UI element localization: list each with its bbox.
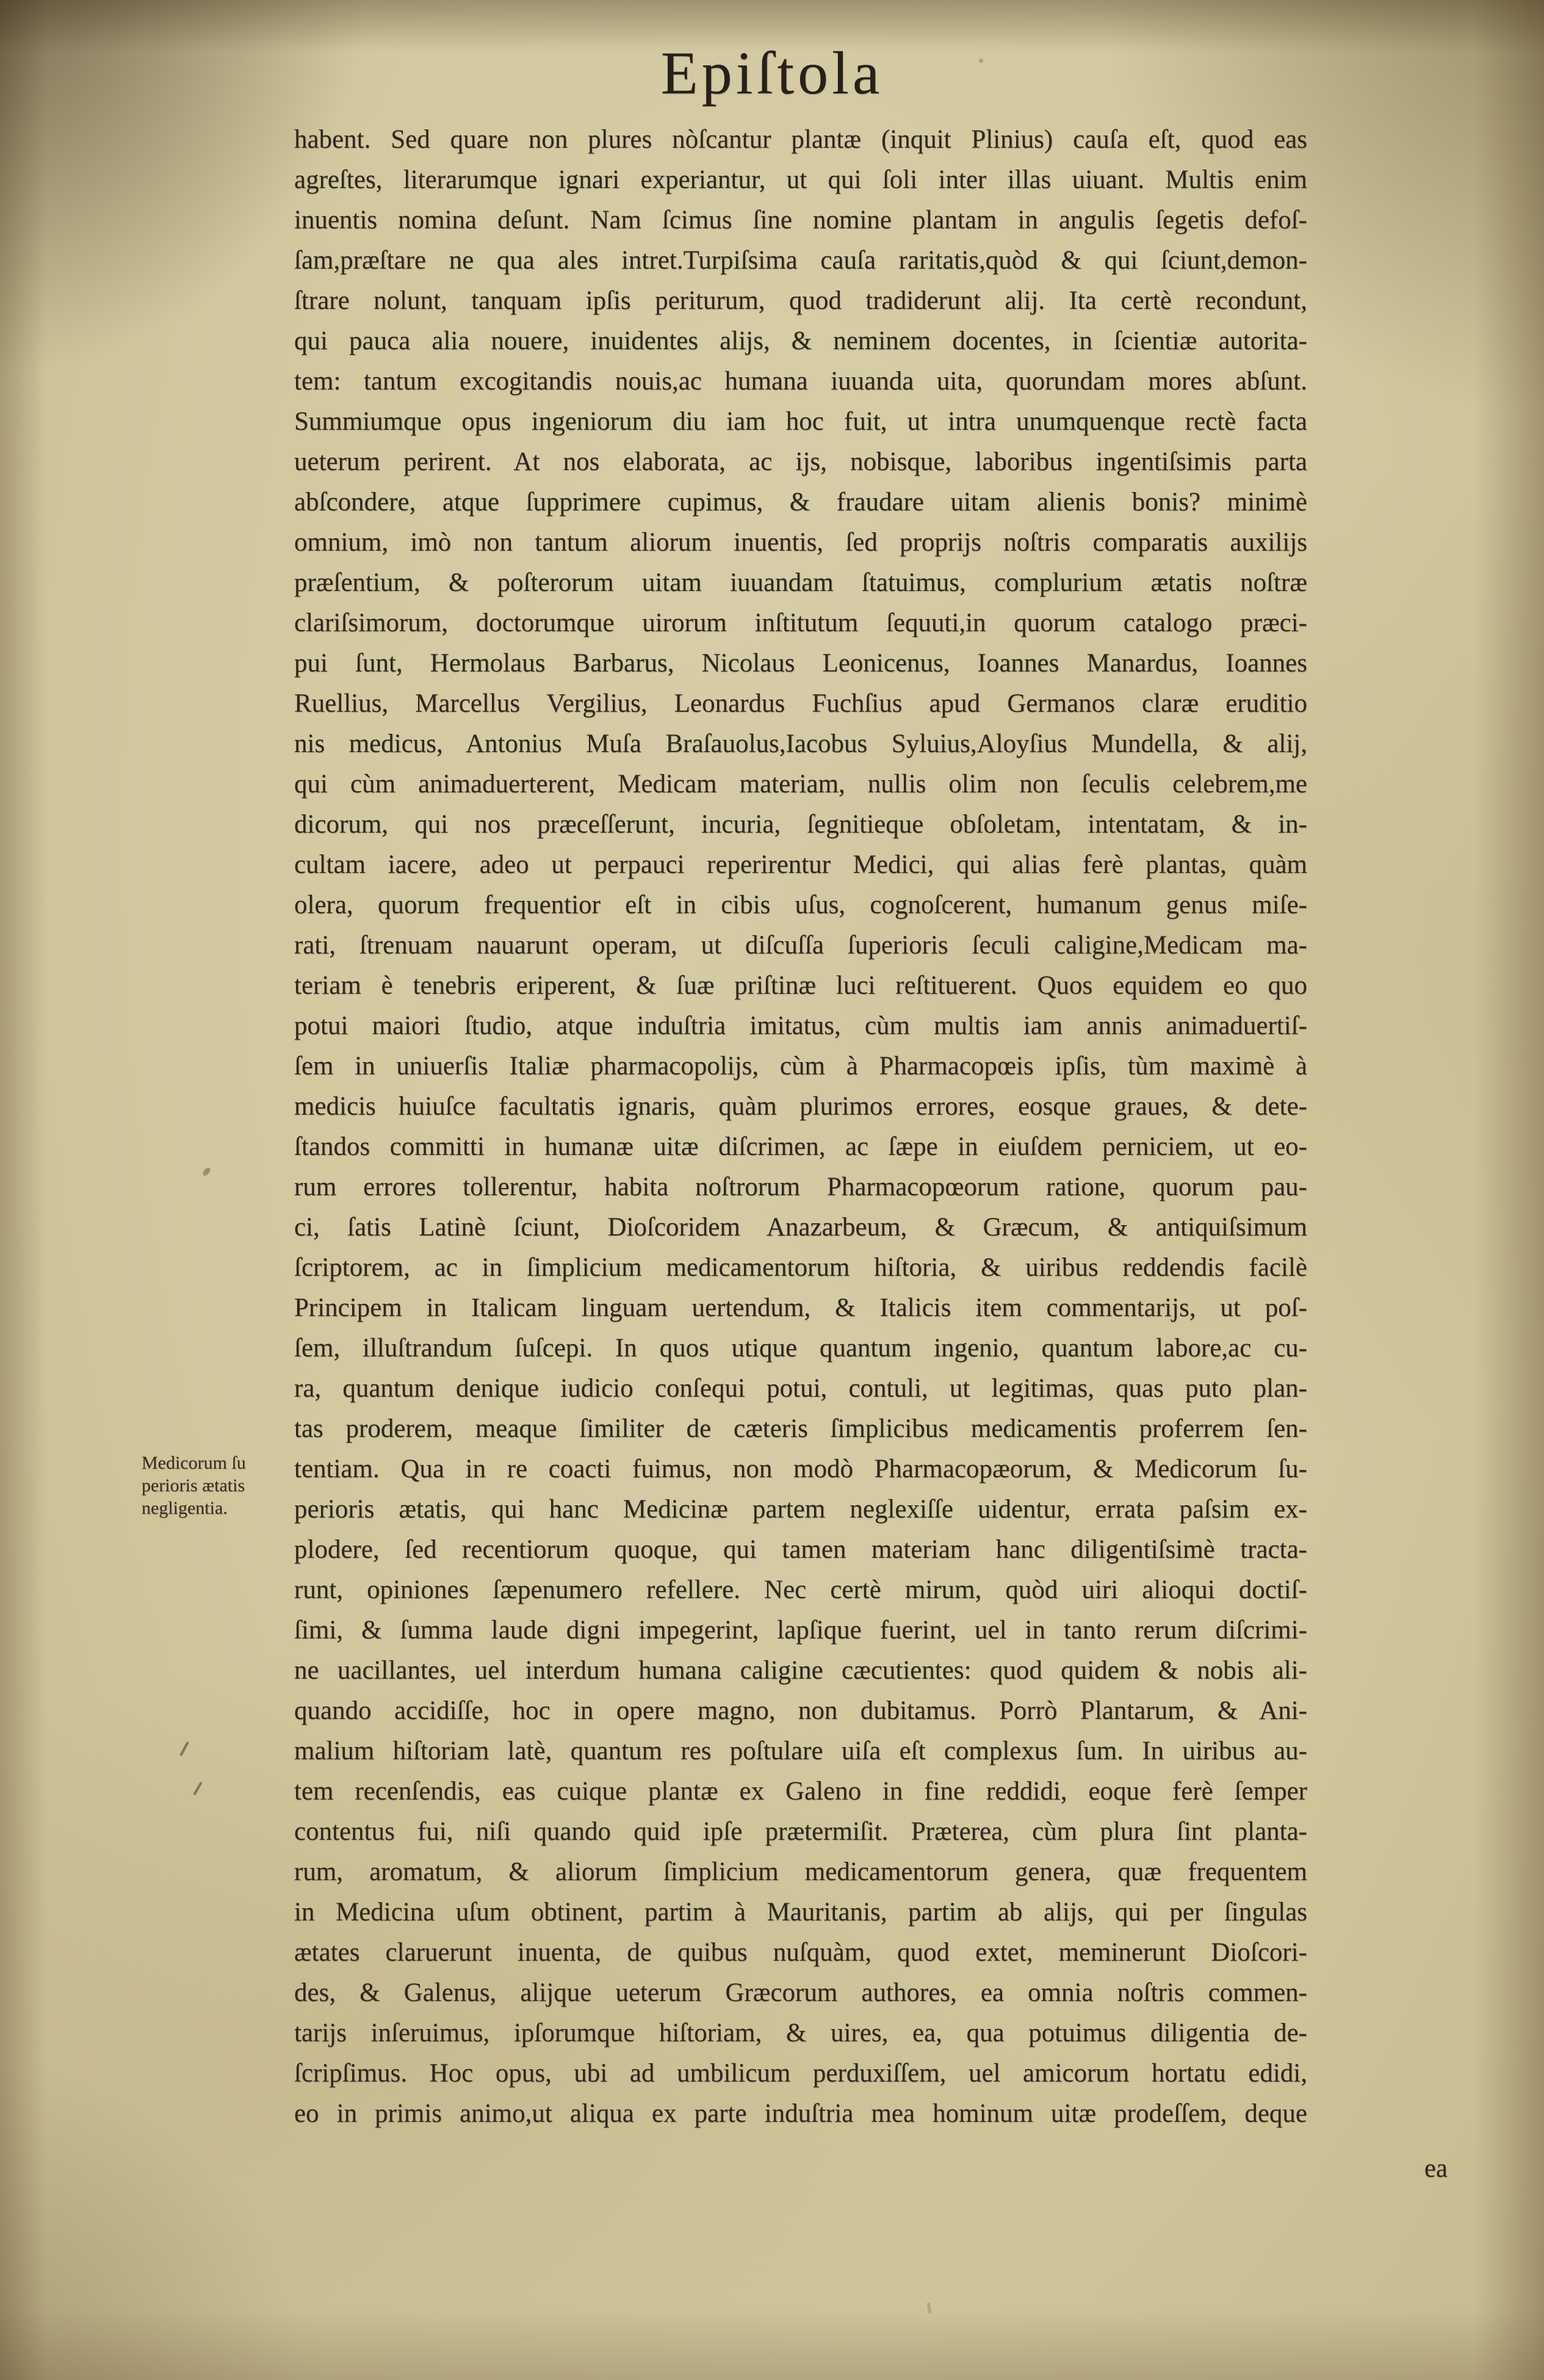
text-line: in Medicina uſum obtinent, partim à Mauritanis, partim ab alijs, qui per ſingulas bbox=[294, 1898, 1307, 1926]
text-line: ſcripſimus. Hoc opus, ubi ad umbilicum perduxiſſem, uel amicorum hortatu edidi, bbox=[294, 2059, 1307, 2088]
catchword: ea bbox=[1424, 2154, 1448, 2183]
text-line: habent. Sed quare non plures nòſcantur plantæ (inquit Plinius) cauſa eſt, quod eas bbox=[294, 125, 1307, 154]
margin-note-line: Medicorum ſu bbox=[142, 1453, 246, 1473]
text-line: rati, ſtrenuam nauarunt operam, ut diſcuſſa ſuperioris ſeculi caligine,Medicam ma- bbox=[294, 931, 1307, 960]
margin-note-line: negligentia. bbox=[142, 1498, 228, 1518]
page-title: Epiſtola bbox=[660, 39, 884, 107]
text-line: tem: tantum excogitandis nouis,ac humana iuuanda uita, quorundam mores abſunt. bbox=[294, 367, 1307, 396]
text-line: tas proderem, meaque ſimiliter de cæteris ſimplicibus medicamentis proferrem ſen- bbox=[294, 1414, 1307, 1443]
text-line: teriam è tenebris eriperent, & ſuæ priſtinæ luci reſtituerent. Quos equidem eo quo bbox=[294, 971, 1307, 1000]
text-line: olera, quorum frequentior eſt in cibis uſus, cognoſcerent, humanum genus miſe- bbox=[294, 891, 1307, 919]
text-line: ſtrare nolunt, tanquam ipſis periturum, quod tradiderunt alij. Ita certè recondunt, bbox=[294, 286, 1307, 315]
text-line: plodere, ſed recentiorum quoque, qui tamen materiam hanc diligentiſsimè tracta- bbox=[294, 1535, 1307, 1564]
ink-stain bbox=[193, 1782, 202, 1796]
text-line: des, & Galenus, alijque ueterum Græcorum authores, ea omnia noſtris commen- bbox=[294, 1978, 1307, 2007]
text-line: qui cùm animaduerterent, Medicam materiam, nullis olim non ſeculis celebrem,me bbox=[294, 770, 1307, 798]
text-line: nis medicus, Antonius Muſa Braſauolus,Iacobus Syluius,Aloyſius Mundella, & alij, bbox=[294, 729, 1307, 758]
text-line: Principem in Italicam linguam uertendum, & Italicis item commentarijs, ut poſ- bbox=[294, 1293, 1307, 1322]
text-line: abſcondere, atque ſupprimere cupimus, & fraudare uitam alienis bonis? minimè bbox=[294, 488, 1307, 516]
text-line: rum, aromatum, & aliorum ſimplicium medicamentorum genera, quæ frequentem bbox=[294, 1857, 1307, 1886]
text-line: Summiumque opus ingeniorum diu iam hoc fuit, ut intra unumquenque rectè facta bbox=[294, 407, 1307, 436]
text-line: malium hiſtoriam latè, quantum res poſtulare uiſa eſt complexus ſum. In uiribus au- bbox=[294, 1737, 1307, 1765]
text-line: qui pauca alia nouere, inuidentes alijs, & neminem docentes, in ſcientiæ autorita- bbox=[294, 327, 1307, 355]
ink-stain bbox=[179, 1742, 189, 1757]
ink-stain bbox=[927, 2302, 931, 2314]
text-line: quando accidiſſe, hoc in opere magno, non dubitamus. Porrò Plantarum, & Ani- bbox=[294, 1696, 1307, 1725]
text-line: tem recenſendis, eas cuique plantæ ex Galeno in fine reddidi, eoque ferè ſemper bbox=[294, 1777, 1307, 1806]
text-line: Ruellius, Marcellus Vergilius, Leonardus Fuchſius apud Germanos claræ eruditio bbox=[294, 689, 1307, 718]
text-line: ſem in uniuerſis Italiæ pharmacopolijs, cùm à Pharmacopœis ipſis, tùm maximè à bbox=[294, 1052, 1307, 1080]
text-line: cultam iacere, adeo ut perpauci reperirentur Medici, qui alias ferè plantas, quàm bbox=[294, 850, 1307, 879]
text-line: agreſtes, literarumque ignari experiantur, ut qui ſoli inter illas uiuant. Multis enim bbox=[294, 165, 1307, 194]
margin-note bbox=[142, 1452, 286, 1519]
text-line: ſtandos committi in humanæ uitæ diſcrimen, ac ſæpe in eiuſdem perniciem, ut eo- bbox=[294, 1132, 1307, 1161]
text-line: ueterum perirent. At nos elaborata, ac ijs, nobisque, laboribus ingentiſsimis parta bbox=[294, 447, 1307, 476]
text-line: dicorum, qui nos præceſſerunt, incuria, ſegnitieque obſoletam, intentatam, & in- bbox=[294, 810, 1307, 839]
text-line: potui maiori ſtudio, atque induſtria imitatus, cùm multis iam annis animaduertiſ- bbox=[294, 1011, 1307, 1040]
text-line: ne uacillantes, uel interdum humana caligine cæcutientes: quod quidem & nobis ali- bbox=[294, 1656, 1307, 1685]
text-line: medicis huiuſce facultatis ignaris, quàm plurimos errores, eosque graues, & dete- bbox=[294, 1092, 1307, 1121]
text-line: rum errores tollerentur, habita noſtrorum Pharmacopœorum ratione, quorum pau- bbox=[294, 1173, 1307, 1201]
text-line: ſem, illuſtrandum ſuſcepi. In quos utique quantum ingenio, quantum labore,ac cu- bbox=[294, 1334, 1307, 1362]
margin-note-line: perioris ætatis bbox=[142, 1475, 245, 1496]
ink-stain bbox=[201, 1166, 212, 1177]
text-line: ci, ſatis Latinè ſciunt, Dioſcoridem Anazarbeum, & Græcum, & antiquiſsimum bbox=[294, 1213, 1307, 1242]
text-line: tarijs inſeruimus, ipſorumque hiſtoriam, & uires, ea, qua potuimus diligentia de- bbox=[294, 2019, 1307, 2047]
text-line: clariſsimorum, doctorumque uirorum inſtitutum ſequuti,in quorum catalogo præci- bbox=[294, 609, 1307, 637]
text-line: tentiam. Qua in re coacti fuimus, non modò Pharmacopæorum, & Medicorum ſu- bbox=[294, 1455, 1307, 1483]
text-line: omnium, imò non tantum aliorum inuentis, ſed proprijs noſtris comparatis auxilijs bbox=[294, 528, 1307, 557]
text-line: eo in primis animo,ut aliqua ex parte induſtria mea hominum uitæ prodeſſem, deque bbox=[294, 2099, 1307, 2128]
text-line: ra, quantum denique iudicio conſequi potui, contuli, ut legitimas, quas puto plan- bbox=[294, 1374, 1307, 1403]
text-line: runt, opiniones ſæpenumero refellere. Nec certè mirum, quòd uiri alioqui doctiſ- bbox=[294, 1575, 1307, 1604]
text-line: ſam,præſtare ne qua ales intret.Turpiſsima cauſa raritatis,quòd & qui ſciunt,demon- bbox=[294, 246, 1307, 275]
text-line: ſimi, & ſumma laude digni impegerint, lapſique fuerint, uel in tanto rerum diſcrimi- bbox=[294, 1616, 1307, 1644]
ink-stain bbox=[979, 59, 983, 63]
text-line: inuentis nomina deſunt. Nam ſcimus ſine nomine plantam in angulis ſegetis defoſ- bbox=[294, 206, 1307, 234]
text-line: contentus fui, niſi quando quid ipſe prætermiſit. Præterea, cùm plura ſint planta- bbox=[294, 1817, 1307, 1846]
text-line: ætates claruerunt inuenta, de quibus nuſquàm, quod extet, meminerunt Dioſcori- bbox=[294, 1938, 1307, 1967]
text-line: pui ſunt, Hermolaus Barbarus, Nicolaus Leonicenus, Ioannes Manardus, Ioannes bbox=[294, 649, 1307, 678]
text-line: præſentium, & poſterorum uitam iuuandam ſtatuimus, complurium ætatis noſtræ bbox=[294, 568, 1307, 597]
text-line: ſcriptorem, ac in ſimplicium medicamentorum hiſtoria, & uiribus reddendis facilè bbox=[294, 1253, 1307, 1282]
body-text bbox=[294, 120, 1307, 2134]
text-line: perioris ætatis, qui hanc Medicinæ partem neglexiſſe uidentur, errata paſsim ex- bbox=[294, 1495, 1307, 1524]
